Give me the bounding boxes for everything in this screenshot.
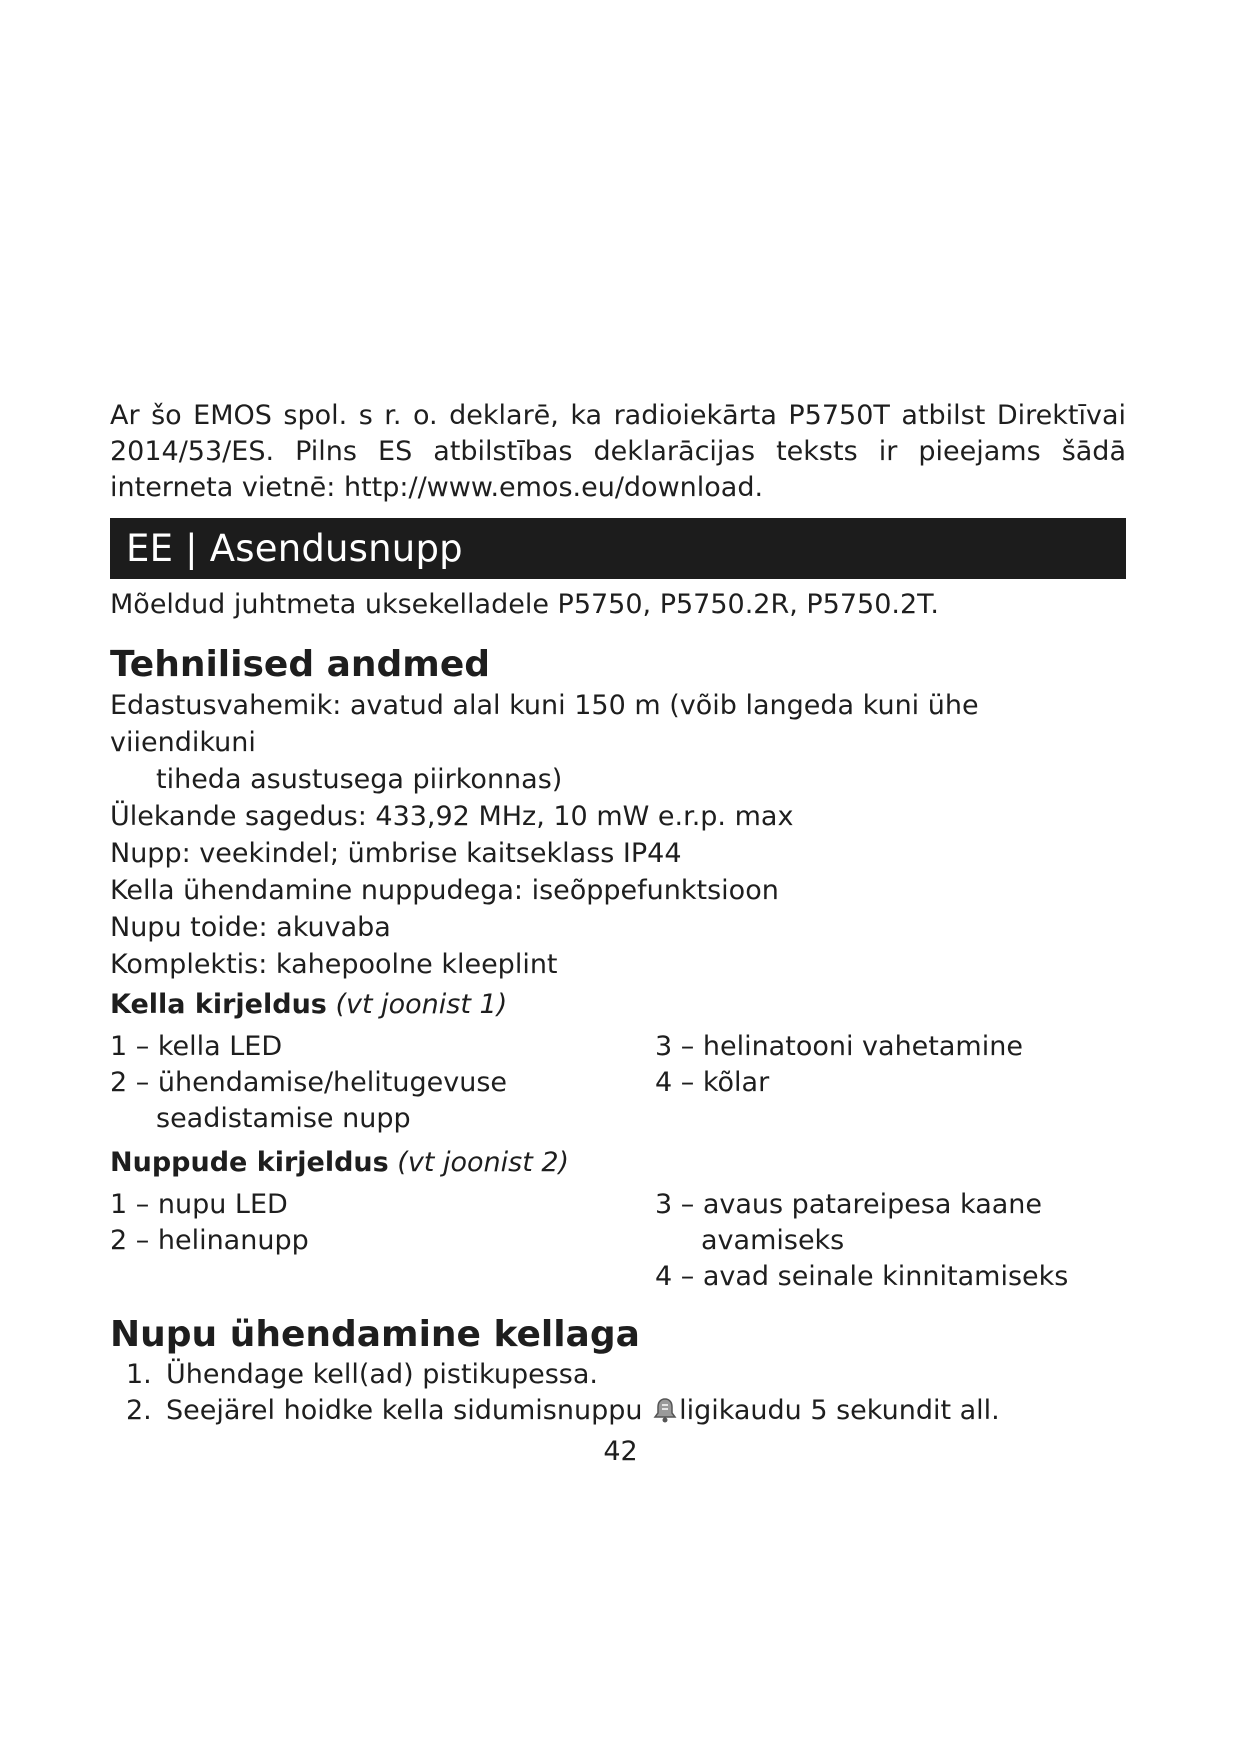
list-item: 4 – kõlar <box>655 1067 770 1098</box>
connecting-step-1 <box>110 1357 1126 1393</box>
declaration-paragraph: Ar šo EMOS spol. s r. o. deklarē, ka radioiekārta P5750T atbilst Direktīvai 2014/53/ES. Pilns ES atbilstības deklarācijas teksts ir pieejams šādā interneta vietnē: http://www.emos.eu/download. <box>110 400 1126 503</box>
spec-frequency: Ülekande sagedus: 433,92 MHz, 10 mW e.r.p. max <box>110 801 794 832</box>
spec-package: Komplektis: kahepoolne kleeplint <box>110 949 558 980</box>
list-item: 2 – ühendamise/helitugevuse <box>110 1067 507 1098</box>
bell-description-list <box>110 1029 1126 1137</box>
spec-power: Nupu toide: akuvaba <box>110 912 391 943</box>
spec-button: Nupp: veekindel; ümbrise kaitseklass IP44 <box>110 838 682 869</box>
button-description-title: Nuppude kirjeldus <box>110 1147 389 1178</box>
bell-description-title: Kella kirjeldus <box>110 989 327 1020</box>
button-description-list <box>110 1187 1126 1295</box>
spec-range: Edastusvahemik: avatud alal kuni 150 m (võib langeda kuni ühe viiendikuni <box>110 690 979 758</box>
button-description-right <box>655 1187 1125 1295</box>
connecting-step-2 <box>110 1393 1126 1429</box>
bell-description-heading <box>110 985 1126 1025</box>
list-item: 2 – helinanupp <box>110 1225 309 1256</box>
list-item: 3 – avaus patareipesa kaane <box>655 1189 1043 1220</box>
button-description-left <box>110 1187 655 1295</box>
intended-for-text: Mõeldud juhtmeta uksekelladele P5750, P5750.2R, P5750.2T. <box>110 589 940 620</box>
connecting-heading: Nupu ühendamine kellaga <box>110 1314 640 1355</box>
list-item: 1 – nupu LED <box>110 1189 288 1220</box>
bell-description-ref: (vt joonist 1) <box>335 989 508 1020</box>
bell-pairing-icon <box>653 1396 677 1424</box>
bell-description-right <box>655 1029 1125 1137</box>
button-description-ref: (vt joonist 2) <box>397 1147 570 1178</box>
list-item: 4 – avad seinale kinnitamiseks <box>655 1261 1069 1292</box>
step-number: 1. <box>126 1359 152 1390</box>
step-text: Seejärel hoidke kella sidumisnuppu <box>166 1395 643 1426</box>
step-text: Ühendage kell(ad) pistikupessa. <box>166 1359 598 1390</box>
spec-pairing: Kella ühendamine nuppudega: iseõppefunktsioon <box>110 875 779 906</box>
section-banner-title: EE | Asendusnupp <box>126 527 463 570</box>
step-text-cont: ligikaudu 5 sekundit all. <box>679 1395 1000 1426</box>
list-item: 1 – kella LED <box>110 1031 283 1062</box>
page-content <box>110 398 1126 1429</box>
list-item-cont: avamiseks <box>701 1225 845 1256</box>
page-number: 42 <box>603 1436 638 1467</box>
list-item-cont: seadistamise nupp <box>156 1103 411 1134</box>
list-item: 3 – helinatooni vahetamine <box>655 1031 1023 1062</box>
step-number: 2. <box>126 1395 152 1426</box>
section-banner <box>110 518 1126 579</box>
spec-range-cont: tiheda asustusega piirkonnas) <box>156 764 563 795</box>
bell-description-left <box>110 1029 655 1137</box>
specs-heading: Tehnilised andmed <box>110 644 491 685</box>
button-description-heading <box>110 1143 1126 1183</box>
